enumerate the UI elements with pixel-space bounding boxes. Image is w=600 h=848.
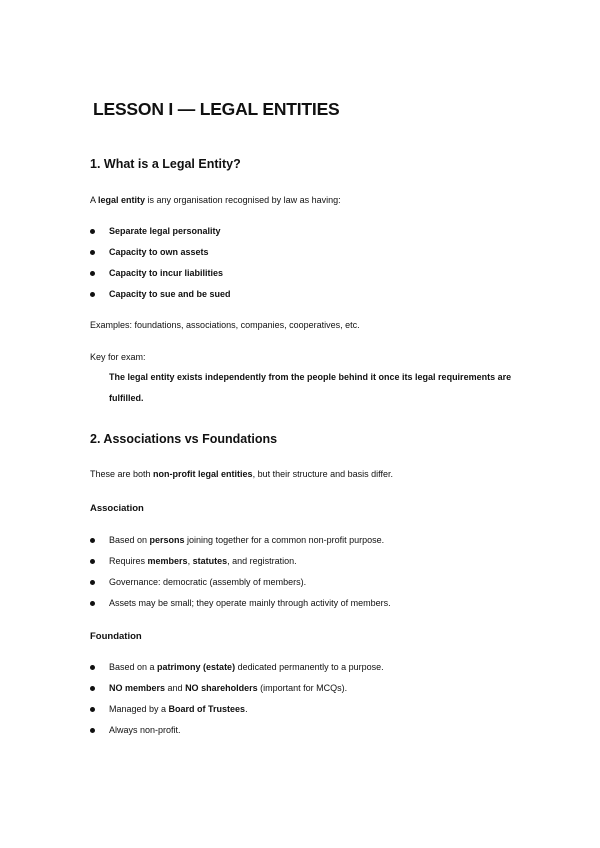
list-item: Based on a patrimony (estate) dedicated permanently to a purpose. xyxy=(90,662,384,683)
list-item: Always non-profit. xyxy=(90,725,384,746)
list-item: Separate legal personality xyxy=(90,226,231,247)
section-2-heading: 2. Associations vs Foundations xyxy=(90,432,278,446)
association-list xyxy=(90,535,391,619)
bullet-icon xyxy=(90,601,95,606)
bullet-icon xyxy=(90,538,95,543)
section-2-intro: These are both non-profit legal entities, but their structure and basis differ. xyxy=(90,469,393,479)
section-1-intro: A legal entity is any organisation recognised by law as having: xyxy=(90,195,341,205)
bullet-icon xyxy=(90,665,95,670)
bullet-icon xyxy=(90,559,95,564)
foundation-list xyxy=(90,662,384,746)
foundation-heading: Foundation xyxy=(90,631,142,642)
list-item: Capacity to own assets xyxy=(90,247,231,268)
list-item: Capacity to incur liabilities xyxy=(90,268,231,289)
list-item: Governance: democratic (assembly of members). xyxy=(90,577,391,598)
association-heading: Association xyxy=(90,503,144,514)
bullet-icon xyxy=(90,686,95,691)
key-label: Key for exam: xyxy=(90,352,146,362)
list-item: Requires members, statutes, and registration. xyxy=(90,556,391,577)
list-item: Managed by a Board of Trustees. xyxy=(90,704,384,725)
list-item: Based on persons joining together for a common non-profit purpose. xyxy=(90,535,391,556)
legal-entity-traits-list xyxy=(90,226,231,310)
bullet-icon xyxy=(90,250,95,255)
bullet-icon xyxy=(90,229,95,234)
bullet-icon xyxy=(90,728,95,733)
bullet-icon xyxy=(90,707,95,712)
bullet-icon xyxy=(90,292,95,297)
bullet-icon xyxy=(90,580,95,585)
list-item: Capacity to sue and be sued xyxy=(90,289,231,310)
key-text: The legal entity exists independently from the people behind it once its legal requirements are fulfilled. xyxy=(109,372,512,403)
page-title: LESSON I — LEGAL ENTITIES xyxy=(93,99,340,119)
examples-text: Examples: foundations, associations, companies, cooperatives, etc. xyxy=(90,320,360,330)
list-item: NO members and NO shareholders (important for MCQs). xyxy=(90,683,384,704)
bullet-icon xyxy=(90,271,95,276)
list-item: Assets may be small; they operate mainly through activity of members. xyxy=(90,598,391,619)
section-1-heading: 1. What is a Legal Entity? xyxy=(90,157,241,171)
